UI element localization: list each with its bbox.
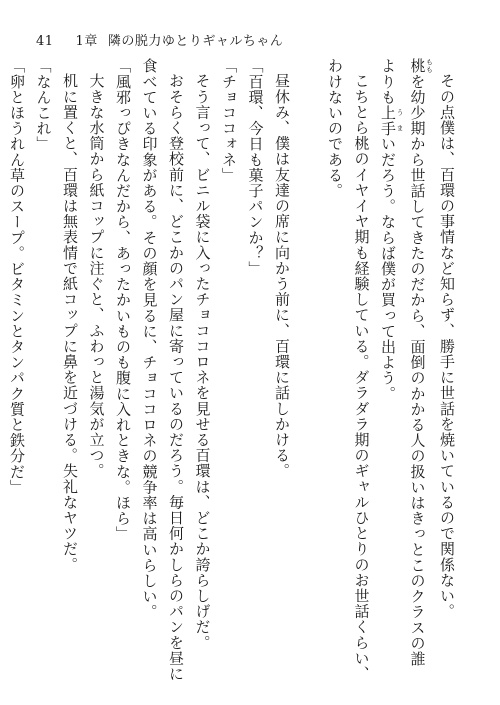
ruby-umai: 上手 うま [379, 104, 404, 137]
text-line: 食べている印象がある。その顔を見るに、チョココロネの競争率は高いらしい。 [140, 58, 159, 620]
chapter-label: 1章 [75, 34, 98, 49]
text-line: を幼少期から世話してきたのだから、面倒のかかる人の扱いはきっとこのクラスの誰 [408, 73, 427, 667]
text-line-ruby-umai [375, 58, 405, 698]
text-line: わけないのである。 [326, 58, 344, 199]
chapter-title: 隣の脱力ゆとりギャルちゃん [107, 34, 284, 49]
text-line: その点僕は、百環の事情など知らず、勝手に世話を焼いているので関係ない。 [438, 73, 456, 619]
text-line: 昼休み、僕は友達の席に向かう前に、百環に話しかける。 [273, 73, 291, 479]
page-number: 41 [36, 34, 54, 49]
text-line: そう言って、ビニル袋に入ったチョココロネを見せる百環は、どこか誇らしげだ。 [193, 73, 212, 651]
dialogue-line: 「風邪っぴきなんだから、あったかいものも腹に入れときな。ほら」 [114, 58, 132, 542]
dialogue-line: 「百環、今日も菓子パンか？」 [246, 58, 265, 277]
text-line-ruby-momo [404, 58, 434, 698]
running-header [36, 30, 283, 49]
blank-line [295, 58, 322, 59]
vertical-body-text [8, 58, 460, 698]
dialogue-line: 「チョココォネ」 [220, 58, 238, 183]
dialogue-line: 「なんこれ」 [34, 58, 53, 152]
text-line: 机に置くと、百環は無表情で紙コップに鼻を近づける。失礼なヤツだ。 [61, 73, 79, 573]
ruby-momo: 桃 もも [408, 58, 434, 74]
text-line: おそらく登校前に、どこかのパン屋に寄っているのだろう。毎日何かしらのパンを昼に [167, 73, 185, 682]
text-line: よりも上手 うまいだろう。ならば僕が買って出よう。 [379, 58, 404, 402]
text-line: 大きな水筒から紙コップに注ぐと、ふわっと湯気が立つ。 [87, 73, 106, 479]
dialogue-line: 「卵とほうれん草のスープ。ビタミンとタンパク質と鉄分だ」 [8, 58, 26, 495]
text-line: こちとら桃のイヤイヤ期も経験している。ダラダラ期のギャルひとりのお世話くらい、 [352, 73, 371, 682]
